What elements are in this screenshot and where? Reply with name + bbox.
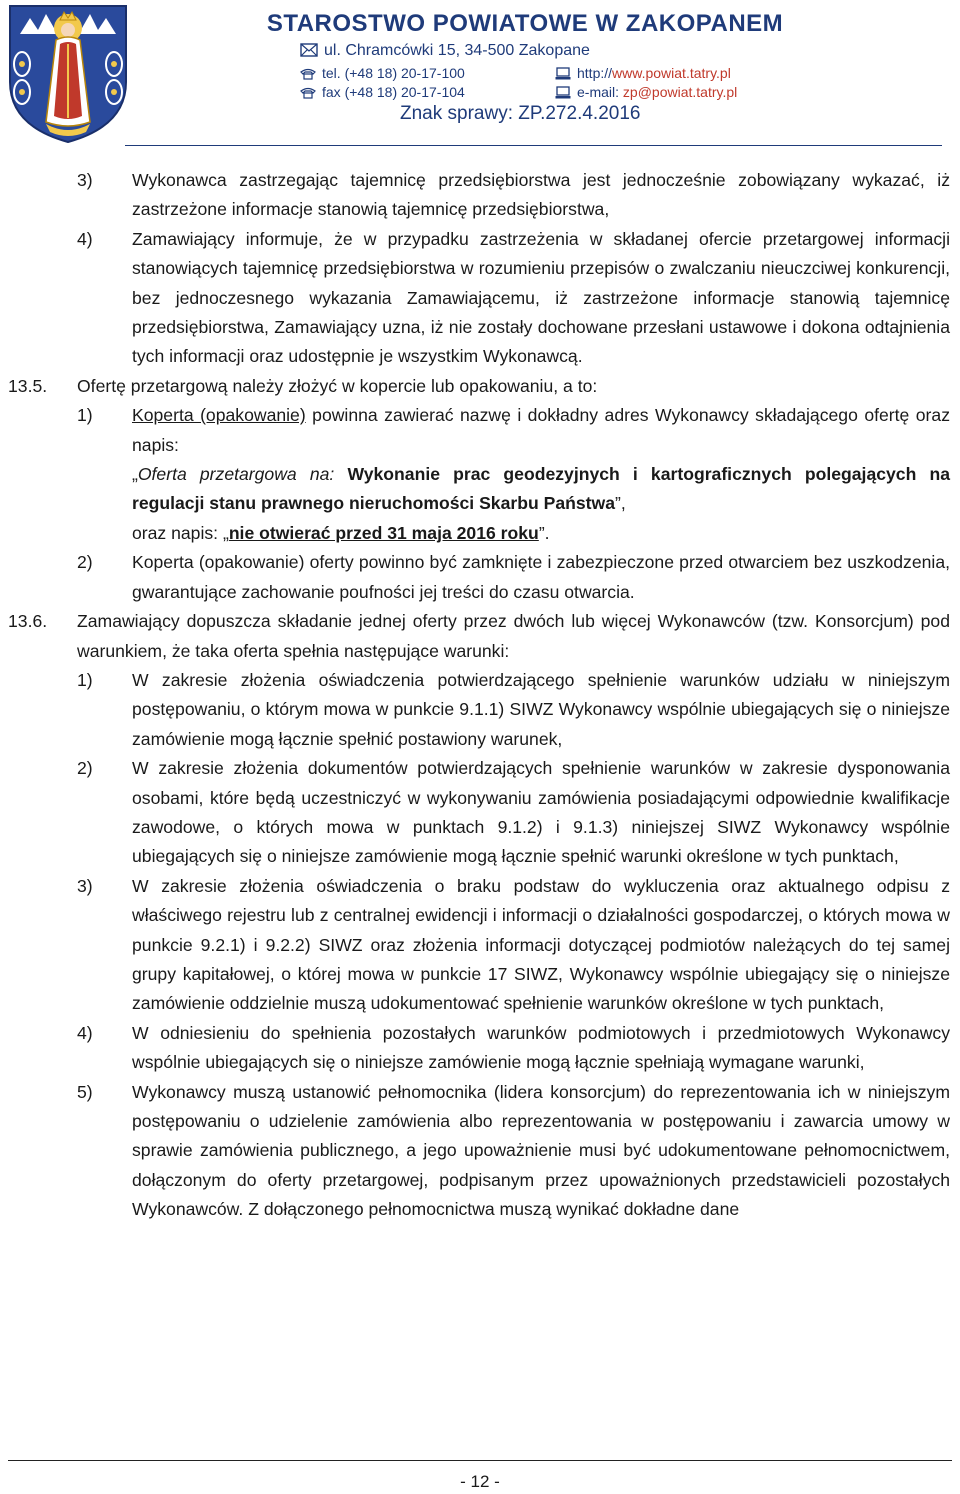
item-number: 4): [77, 1022, 93, 1043]
web-block: [555, 64, 737, 102]
list-item: [0, 548, 960, 607]
phone-number: tel. (+48 18) 20-17-100: [322, 65, 465, 81]
phone-block: [300, 64, 465, 102]
list-item: [0, 166, 960, 225]
address-text: ul. Chramcówki 15, 34-500 Zakopane: [324, 42, 590, 59]
do-not-open-inscription: oraz napis: „nie otwierać przed 31 maja 2016 roku”.: [132, 522, 550, 543]
list-item: [0, 1019, 960, 1078]
computer-icon: [555, 67, 571, 80]
item-number: 1): [77, 405, 93, 426]
section-13-6: [0, 607, 960, 666]
list-item: [0, 225, 960, 372]
item-text: powinna zawierać nazwę i dokładny adres Wykonawcy składającego ofertę oraz napis:: [132, 405, 950, 455]
item-number: 2): [77, 552, 93, 573]
section-text: Zamawiający dopuszcza składanie jednej oferty przez dwóch lub więcej Wykonawców (tzw. Konsorcjum) pod warunkiem, że taka oferta spełnia następujące warunki:: [77, 611, 950, 661]
coat-of-arms-logo: [6, 4, 130, 144]
item-number: 5): [77, 1081, 93, 1102]
fax-number: fax (+48 18) 20-17-104: [322, 84, 465, 100]
item-text: Zamawiający informuje, że w przypadku zastrzeżenia w składanej ofercie przetargowej informacji stanowiących tajemnicę przedsiębiorstwa w rozumieniu przepisów o zwalczaniu nieuczciwej konkurencji, bez jednoczesnego wykazania Zamawiającemu, iż zastrzeżone informacje stanowią tajemnicę przedsiębiorstwa, Zamawiający uzna, iż nie zostały dochowane przesłani ustawowe i dokona odtajnienia tych informacji oraz udostępnie je wszystkim Wykonawcą.: [132, 228, 950, 367]
item-text: W zakresie złożenia oświadczenia potwierdzającego spełnienie warunków udziału w niniejszym postępowaniu, o którym mowa w punkcie 9.1.1) SIWZ Wykonawcy wspólnie ubiegających się o niniejsze zamówienie mogą łącznie spełnić postawiony warunek,: [132, 669, 950, 749]
offer-subject: Wykonanie prac geodezyjnych i kartograficznych polegających na regulacji stanu prawnego nieruchomości Skarbu Państwa: [132, 464, 950, 514]
telephone-icon: [300, 68, 316, 80]
item-number: 2): [77, 758, 93, 779]
item-text: W zakresie złożenia oświadczenia o braku podstaw do wykluczenia oraz aktualnego odpisu z właściwego rejestru lub z centralnej ewidencji i informacji o działalności gospodarczej, o których mowa w punkcie 9.2.1) i 9.2.2) SIWZ oraz złożenia informacji dotyczącej podmiotów należących do tej samej grupy kapitałowej, o której mowa w punkcie 17 SIWZ, Wykonawcy wspólnie ubiegający się o niniejsze zamówienie oddzielnie muszą udokumentować spełnienie warunków określone w tych punktach,: [132, 875, 950, 1014]
list-item: [0, 666, 960, 754]
envelope-icon: [300, 43, 318, 57]
section-number: 13.5.: [8, 375, 48, 396]
page-number: - 12 -: [460, 1472, 500, 1491]
list-item: [0, 872, 960, 1019]
telephone-icon: [300, 87, 316, 99]
item-number: 1): [77, 669, 93, 690]
offer-label: Oferta przetargowa na:: [137, 464, 348, 485]
list-item: [0, 1078, 960, 1225]
item-text: W zakresie złożenia dokumentów potwierdzających spełnienie warunków w zakresie dysponowania osobami, które będą uczestniczyć w wykonywaniu zamówienia posiadającymi odpowiednie kwalifikacje zawodowe, o których mowa w punktach 9.1.2) i 9.1.3) niniejszej SIWZ Wykonawcy wspólnie ubiegających się o niniejsze zamówienie mogą łącznie spełnić warunki określone w tych punktach,: [132, 758, 950, 867]
case-reference: Znak sprawy: ZP.272.4.2016: [400, 103, 641, 124]
computer-icon: [555, 86, 571, 99]
letterhead: [0, 0, 960, 146]
section-number: 13.6.: [8, 611, 48, 632]
item-text: W odniesieniu do spełnienia pozostałych warunków podmiotowych i przedmiotowych Wykonawcy wspólnie ubiegających się o niniejsze zamówienie mogą łącznie spełniają wymagane warunki,: [132, 1022, 950, 1073]
list-item: [0, 754, 960, 872]
postal-address: [300, 42, 590, 60]
header-divider: [125, 145, 942, 146]
item-text: Wykonawcy muszą ustanowić pełnomocnika (lidera konsorcjum) do reprezentowania ich w niniejszym postępowaniu o udzielenie zamówienia albo reprezentowania w postępowaniu i zawarcia umowy w sprawie zamówienia publicznego, a jego upoważnienie musi być udokumentowane pełnomocnictwem, dołączonym do oferty przetargowej, podpisanym przez upoważnionych przedstawicieli pozostałych Wykonawców. Z dołączonego pełnomocnictwa muszą wynikać dokładne dane: [132, 1081, 950, 1220]
item-text: Wykonawca zastrzegając tajemnicę przedsiębiorstwa jest jednocześnie zobowiązany wykazać, iż zastrzeżone informacje stanowią tajemnicę przedsiębiorstwa,: [132, 170, 950, 220]
section-text: Ofertę przetargową należy złożyć w kopercie lub opakowaniu, a to:: [77, 375, 598, 396]
email-link[interactable]: e-mail: zp@powiat.tatry.pl: [577, 84, 738, 100]
footer-divider: [8, 1460, 952, 1461]
office-title: STAROSTWO POWIATOWE W ZAKOPANEM: [266, 10, 784, 37]
envelope-term: Koperta (opakowanie): [132, 405, 306, 426]
list-item: [0, 401, 960, 460]
item-number: 4): [77, 228, 93, 249]
item-number: 3): [77, 875, 93, 896]
section-13-5: [0, 372, 960, 401]
website-link[interactable]: http://www.powiat.tatry.pl: [577, 65, 731, 81]
offer-inscription: „Oferta przetargowa na: Wykonanie prac geodezyjnych i kartograficznych polegających na regulacji stanu prawnego nieruchomości Skarbu Państwa”,: [132, 464, 950, 514]
document-body: [0, 166, 960, 1225]
do-not-open-date: nie otwierać przed 31 maja 2016 roku: [228, 522, 539, 543]
item-number: 3): [77, 170, 93, 190]
item-text: Koperta (opakowanie) oferty powinno być zamknięte i zabezpieczone przed otwarciem bez uszkodzenia, gwarantujące zachowanie poufności jej treści do czasu otwarcia.: [132, 552, 950, 602]
